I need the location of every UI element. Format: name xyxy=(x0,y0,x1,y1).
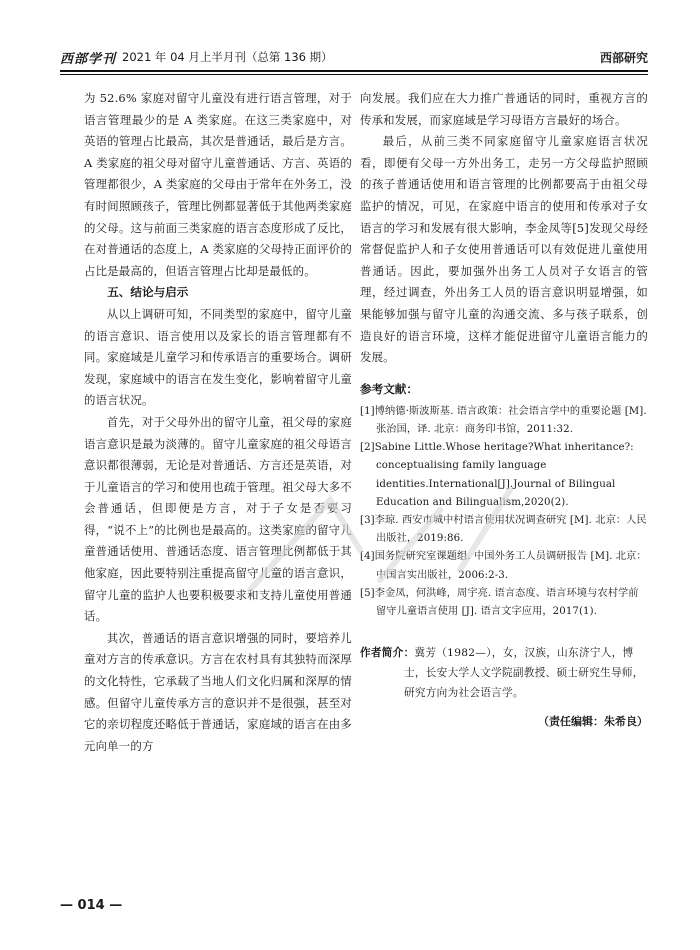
left-column xyxy=(84,88,352,757)
paragraph: 其次，普通话的语言意识增强的同时，要培养儿童对方言的传承意识。方言在农村具有其独特而深厚的文化特性，它承载了当地人们文化归属和深厚的情感。但留守儿童传承方言的意识并不是很强，甚至对它的亲切程度还略低于普通话，家庭域的语言在由多元向单一的方 xyxy=(84,630,352,753)
header-rule-thin xyxy=(60,74,648,75)
issue-info: 2021 年 04 月上半月刊（总第 136 期） xyxy=(122,50,333,64)
paragraph: 最后，从前三类不同家庭留守儿童家庭语言状况看，即便有父母一方外出务工，走另一方父母监护照顾的孩子普通话使用和语言管理的比例都要高于由祖父母监护的情况，可见，在家庭中语言的使用和传承对子女语言的学习和发展有很大影响，李金凤等[5]发现父母经常督促监护人和子女使用普通话可以有效促进儿童使用普通话。因此，要加强外出务工人员对子女语言的管理，经过调查，外出务工人员的语言意识明显增强，如果能够加强与留守儿童的沟通交流、多与孩子联系，创造良好的语言环境，这样才能促进留守儿童语言能力的发展。 xyxy=(360,134,648,365)
reference-item: [3]李琼. 西安市城中村语言使用状况调查研究 [M]. 北京：人民出版社，2019:86. xyxy=(360,514,647,545)
paragraph: 为 52.6% 家庭对留守儿童没有进行语言管理，对于语言管理最少的是 A 类家庭。在这三类家庭中，对英语的管理占比最高，其次是普通话，最后是方言。A 类家庭的祖父母对留守儿童普通话、方言、英语的管理都很少，A 类家庭的父母由于常年在外务工，没有时间照顾孩子，管理比例都显著低于其他两类家庭的父母。这与前面三类家庭的语言态度形成了反比，在对普通话的态度上，A 类家庭的父母持正面评价的占比是最高的，但语言管理占比却是最低的。 xyxy=(84,91,352,278)
journal-name: 西部学刊 xyxy=(60,52,117,67)
reference-item: [5]李金凤，何洪峰，周宇亮. 语言态度、语言环境与农村学前留守儿童语言使用 [J]. 语言文字应用，2017(1). xyxy=(360,587,639,617)
reference-item: [4]国务院研究室课题组. 中国外务工人员调研报告 [M]. 北京：中国言实出版社，2006:2-3. xyxy=(360,551,647,581)
author-label: 作者简介： xyxy=(360,647,415,660)
right-column xyxy=(360,88,648,729)
author-bio xyxy=(360,643,648,703)
references-title: 参考文献： xyxy=(360,381,418,396)
author-text: 冀芳（1982—），女，汉族，山东济宁人，博士，长安大学人文学院副教授、硕士研究生导师，研究方向为社会语言学。 xyxy=(404,647,644,700)
paragraph: 首先，对于父母外出的留守儿童，祖父母的家庭语言意识是最为淡薄的。留守儿童家庭的祖父母语言意识都很薄弱，无论是对普通话、方言还是英语，对于儿童语言的学习和使用也疏于管理。祖父母大多不会普通话，但即便是方言，对于子女是否要习得，“说不上”的比例也是最高的。这类家庭的留守儿童普通话使用、普通话态度、语言管理比例都低于其他家庭，因此要特别注重提高留守儿童的语言意识，留守儿童的监护人也要积极要求和支持儿童使用普通话。 xyxy=(84,414,352,624)
header-rule-thick xyxy=(60,70,648,72)
paragraph: 从以上调研可知，不同类型的家庭中，留守儿童的语言意识、语言使用以及家长的语言管理都有不同。家庭域是儿童学习和传承语言的重要场合。调研发现，家庭域中的语言在发生变化，影响着留守儿童的语言状况。 xyxy=(84,306,352,408)
references-list xyxy=(360,403,648,621)
responsible-editor: （责任编辑：朱希良） xyxy=(538,715,648,729)
page-header xyxy=(60,48,648,70)
reference-item: [2]Sabine Little.Whose heritage?What inheritance?: conceptualising family language identities.International[J].Journal of Bilingual Education and Bilingualism,2020(2). xyxy=(360,442,634,508)
page-number: — 014 — xyxy=(60,898,123,913)
paragraph: 向发展。我们应在大力推广普通话的同时，重视方言的传承和发展，而家庭域是学习母语方言最好的场合。 xyxy=(360,91,648,127)
section-heading: 五、结论与启示 xyxy=(107,285,189,300)
reference-item: [1]博纳德·斯波斯基. 语言政策：社会语言学中的重要论题 [M]. 张治国，译. 北京：商务印书馆，2011:32. xyxy=(360,405,647,435)
section-name: 西部研究 xyxy=(599,51,648,65)
